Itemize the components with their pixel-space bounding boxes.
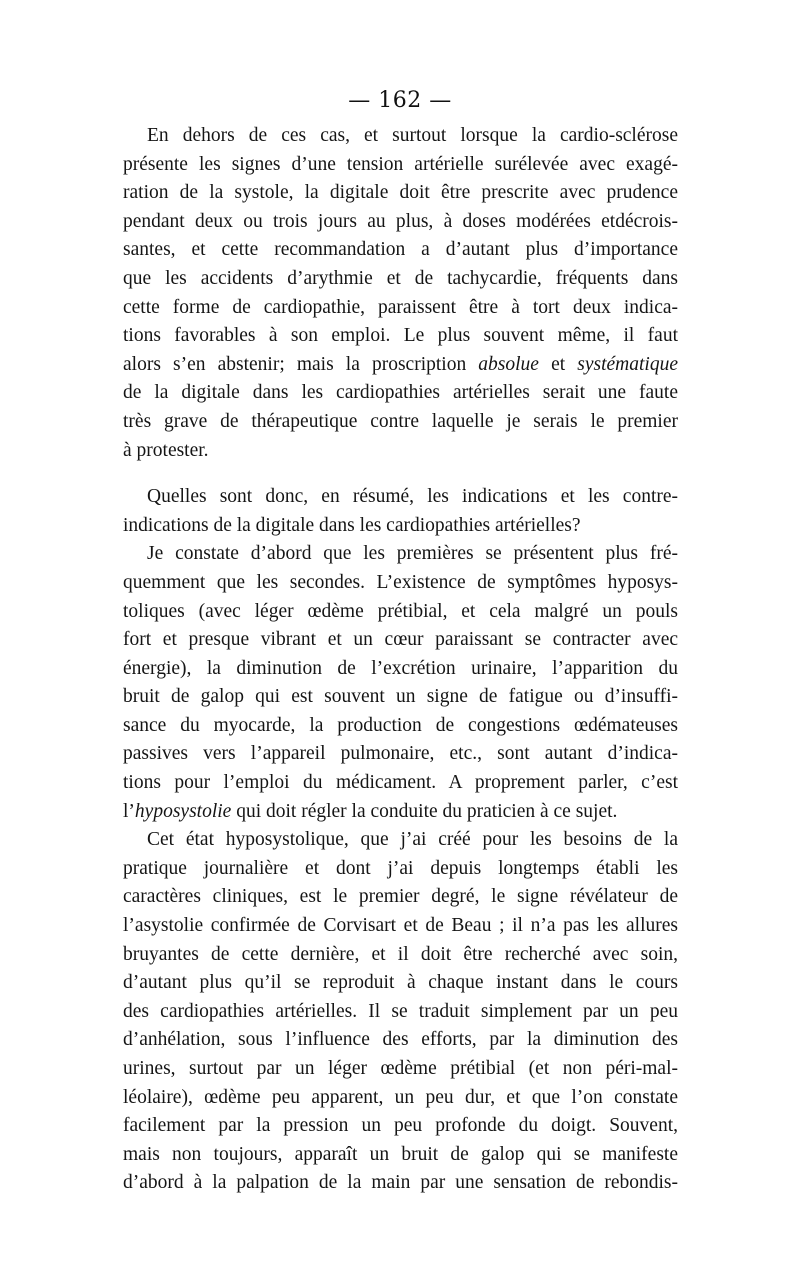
text-line: pratique journalière et dont j’ai depuis longtemps établi les [123, 857, 678, 879]
text-line: caractères cliniques, est le premier degré, le signe révélateur de [123, 886, 678, 908]
text-line: passives vers l’appareil pulmonaire, etc., sont autant d’indica- [123, 743, 678, 765]
paragraph-gap [123, 465, 678, 483]
text-line: des cardiopathies artérielles. Il se traduit simplement par un peu [123, 1000, 678, 1022]
text-line: léolaire), œdème peu apparent, un peu dur, et que l’on constate [123, 1086, 678, 1108]
text-line: d’anhélation, sous l’influence des efforts, par la diminution des [123, 1029, 678, 1051]
text-line: alors s’en abstenir; mais la proscription absolue et systématique [123, 353, 678, 375]
text-line: Quelles sont donc, en résumé, les indications et les contre- [147, 486, 678, 508]
text-line: bruyantes de cette dernière, et il doit être recherché avec soin, [123, 943, 678, 965]
text-line: facilement par la pression un peu profonde du doigt. Souvent, [123, 1115, 678, 1137]
text-line: d’autant plus qu’il se reproduit à chaque instant dans le cours [123, 972, 678, 994]
text-line: d’abord à la palpation de la main par une sensation de rebondis- [123, 1172, 678, 1194]
text-line: à protester. [123, 439, 209, 461]
text-line: très grave de thérapeutique contre laquelle je serais le premier [123, 410, 678, 432]
text-line: sance du myocarde, la production de congestions œdémateuses [123, 714, 678, 736]
text-line: Cet état hyposystolique, que j’ai créé pour les besoins de la [147, 829, 678, 851]
text-line: tions favorables à son emploi. Le plus souvent même, il faut [123, 325, 678, 347]
text-line: énergie), la diminution de l’excrétion urinaire, l’apparition du [123, 657, 678, 679]
text-line: de la digitale dans les cardiopathies artérielles serait une faute [123, 382, 678, 404]
text-line: toliques (avec léger œdème prétibial, et cela malgré un pouls [123, 600, 678, 622]
text-line: fort et presque vibrant et un cœur paraissant se contracter avec [123, 629, 678, 651]
text-line: santes, et cette recommandation a d’autant plus d’importance [123, 239, 678, 261]
page-number: — 162 — [348, 88, 452, 113]
text-line: urines, surtout par un léger œdème prétibial (et non péri-mal- [123, 1058, 678, 1079]
text-line: indications de la digitale dans les cardiopathies artérielles? [123, 514, 581, 536]
text-line: Je constate d’abord que les premières se présentent plus fré- [147, 543, 678, 565]
text-line: ration de la systole, la digitale doit être prescrite avec prudence [123, 182, 678, 204]
text-line: bruit de galop qui est souvent un signe de fatigue ou d’insuffi- [123, 686, 678, 708]
body-text [123, 122, 678, 1198]
text-line: présente les signes d’une tension artérielle surélevée avec exagé- [123, 153, 678, 175]
text-line: cette forme de cardiopathie, paraissent être à tort deux indica- [123, 296, 678, 318]
text-line: l’hyposystolie qui doit régler la conduite du praticien à ce sujet. [123, 800, 618, 822]
text-line: tions pour l’emploi du médicament. A proprement parler, c’est [123, 772, 678, 794]
text-line: quemment que les secondes. L’existence de symptômes hyposys- [123, 571, 678, 593]
text-line: pendant deux ou trois jours au plus, à doses modérées etdécrois- [123, 210, 678, 232]
text-line: que les accidents d’arythmie et de tachycardie, fréquents dans [123, 267, 678, 289]
text-line: mais non toujours, apparaît un bruit de galop qui se manifeste [123, 1143, 678, 1165]
text-line: l’asystolie confirmée de Corvisart et de Beau ; il n’a pas les allures [123, 915, 678, 937]
text-line: En dehors de ces cas, et surtout lorsque la cardio-sclérose [147, 125, 678, 146]
